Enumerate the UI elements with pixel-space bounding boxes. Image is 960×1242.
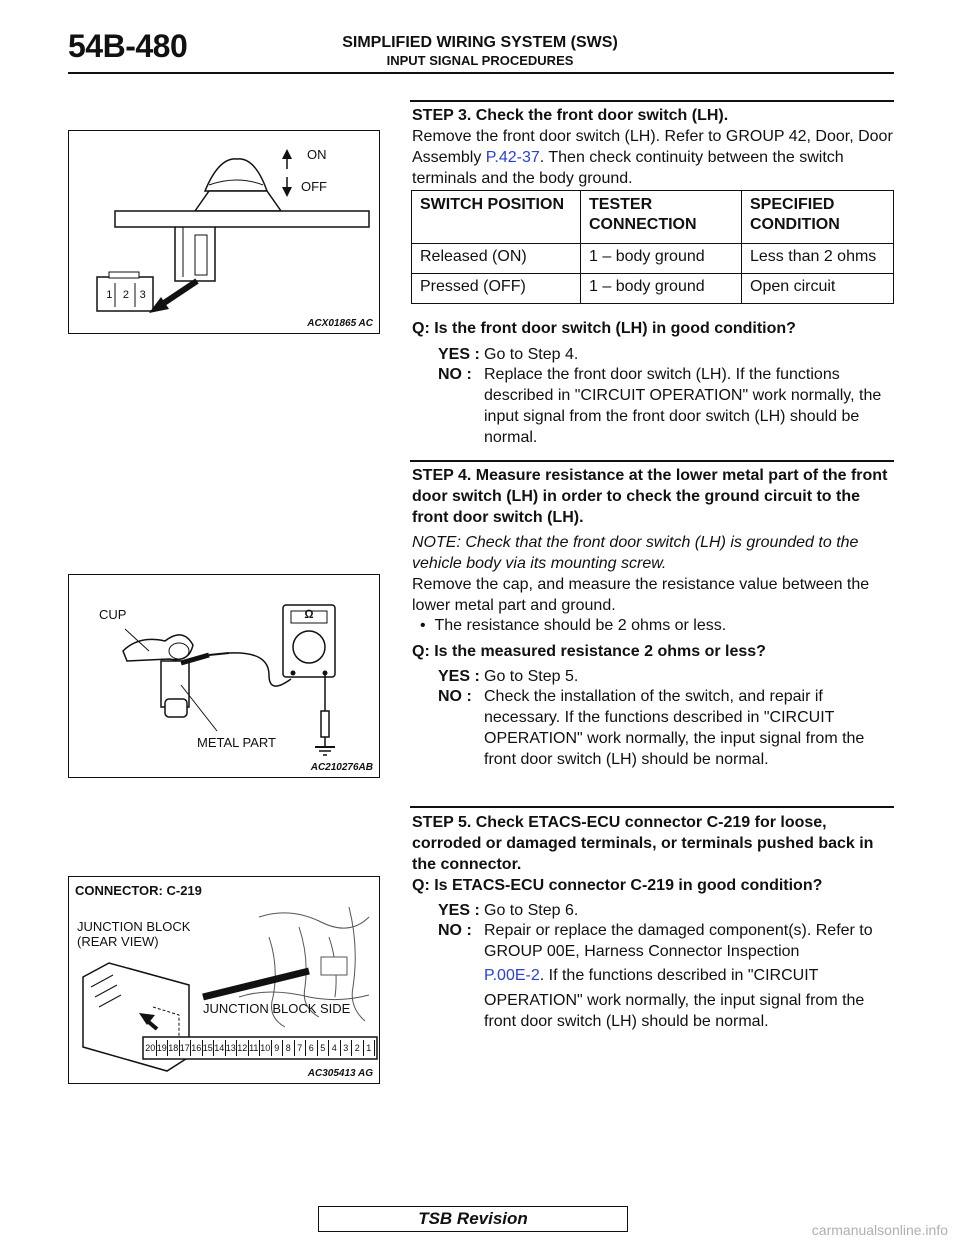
step3-question: Q: Is the front door switch (LH) in good condition? [412,320,796,337]
step4-text: Remove the cap, and measure the resistance value between the lower metal part and ground. [412,576,870,614]
pin-label: 14 [214,1040,226,1056]
pin-label: 9 [272,1040,284,1056]
pin-label: 5 [318,1040,330,1056]
pin-label: 11 [249,1040,261,1056]
no-text-a: Repair or replace the damaged component(s). Refer to GROUP 00E, Harness Connector Inspection [484,922,873,960]
pin-label: 16 [191,1040,203,1056]
table-cell: 1 – body ground [581,244,742,274]
yes-text: Go to Step 6. [484,902,579,919]
step5-question: Q: Is ETACS-ECU connector C-219 in good condition? [412,877,823,894]
step5-rule [410,806,894,808]
page-number: 54B-480 [68,28,188,64]
table-cell: 1 – body ground [581,274,742,304]
step3-yes [438,344,894,365]
label-on: ON [307,147,327,162]
bullet-text: The resistance should be 2 ohms or less. [434,617,727,634]
table-cell: Open circuit [742,274,894,304]
step3-heading: STEP 3. Check the front door switch (LH). [412,107,729,124]
pin-label: 3 [341,1040,353,1056]
watermark: carmanualsonline.info [811,1222,948,1238]
no-label: NO : [438,688,472,705]
yes-label: YES : [438,902,480,919]
table-cell: Pressed (OFF) [412,274,581,304]
no-text-b: . If the functions described in "CIRCUIT OPERATION" work normally, the input signal from the front door switch (LH) should be normal. [484,967,865,1030]
step4-rule [410,460,894,462]
section-title: SIMPLIFIED WIRING SYSTEM (SWS) [342,34,618,51]
label-off: OFF [301,179,327,194]
no-label: NO : [438,366,472,383]
connector-pins [145,1040,375,1056]
step5-heading: STEP 5. Check ETACS-ECU connector C-219 for loose, corroded or damaged terminals, or terminals pushed back in the connector. [412,814,874,873]
jb-side-label: JUNCTION BLOCK SIDE [203,1001,351,1016]
step3-text-b: . Then check continuity between the switch terminals and the body ground. [412,149,844,187]
tsb-revision: TSB Revision [318,1206,628,1232]
figure-id: ACX01865 AC [307,318,373,329]
pin-label: 2 [352,1040,364,1056]
pin-label: 8 [283,1040,295,1056]
header-rule [68,72,894,74]
step4-note: NOTE: Check that the front door switch (LH) is grounded to the vehicle body via its mounting screw. [412,534,859,572]
figure-id: AC210276AB [310,762,373,773]
step4-yes [438,666,894,687]
step5-link[interactable]: P.00E-2 [484,967,540,984]
pin-label: 4 [329,1040,341,1056]
step4-heading: STEP 4. Measure resistance at the lower metal part of the front door switch (LH) in order to check the ground circuit to the front door switch (LH). [412,467,888,526]
pin-label: 19 [157,1040,169,1056]
table-cell: Less than 2 ohms [742,244,894,274]
ohm-icon: Ω [304,607,314,621]
table-header-row [412,191,894,244]
step4-bullet: • The resistance should be 2 ohms or less. [420,617,727,634]
table-header: TESTER CONNECTION [581,191,742,244]
table-header: SPECIFIED CONDITION [742,191,894,244]
table-cell: Released (ON) [412,244,581,274]
jb-line1: JUNCTION BLOCK [77,919,191,934]
figure-id: AC305413 AG [307,1068,373,1079]
label-metal-part: METAL PART [197,735,276,750]
step5-no [438,920,894,1032]
no-text: Replace the front door switch (LH). If the functions described in "CIRCUIT OPERATION" work normally, the input signal from the front door switch (LH) should be normal. [484,366,882,446]
no-text: Check the installation of the switch, and repair if necessary. If the functions described in "CIRCUIT OPERATION" work normally, the input signal from the front door switch (LH) should be normal. [484,688,865,768]
step4-question: Q: Is the measured resistance 2 ohms or less? [412,643,766,660]
spec-table [411,190,894,304]
step4-no [438,686,894,770]
jb-label [77,919,190,949]
table-row [412,244,894,274]
pin-label: 17 [180,1040,192,1056]
pin-label: 18 [168,1040,180,1056]
resistance-figure [68,574,380,778]
no-label: NO : [438,922,472,939]
table-row [412,274,894,304]
pin-label: 15 [203,1040,215,1056]
step3-no [438,364,894,448]
connector-title: CONNECTOR: C-219 [75,883,202,898]
yes-label: YES : [438,346,480,363]
connector-figure [68,876,380,1084]
pin-label: 1 [364,1040,376,1056]
section-subtitle: INPUT SIGNAL PROCEDURES [386,53,574,68]
pin-label: 7 [295,1040,307,1056]
step3-link[interactable]: P.42-37 [485,149,540,166]
pin-label: 13 [226,1040,238,1056]
switch-pins [101,289,151,301]
step5-yes [438,900,894,921]
pin-label: 2 [122,289,130,301]
no-text [484,920,894,1032]
jb-line2: (REAR VIEW) [77,934,159,949]
pin-label: 1 [106,289,113,301]
yes-label: YES : [438,668,480,685]
pin-label: 12 [237,1040,249,1056]
step3-text-a: Remove the front door switch (LH). Refer to GROUP 42, Door, Door Assembly [412,128,893,166]
table-header: SWITCH POSITION [412,191,581,244]
pin-label: 6 [306,1040,318,1056]
pin-label: 3 [139,289,146,301]
step3-text [412,126,894,189]
door-switch-figure [68,130,380,334]
pin-label: 20 [145,1040,157,1056]
label-cup: CUP [99,607,127,622]
pin-label: 10 [260,1040,272,1056]
step3-rule [410,100,894,102]
yes-text: Go to Step 4. [484,346,579,363]
yes-text: Go to Step 5. [484,668,579,685]
